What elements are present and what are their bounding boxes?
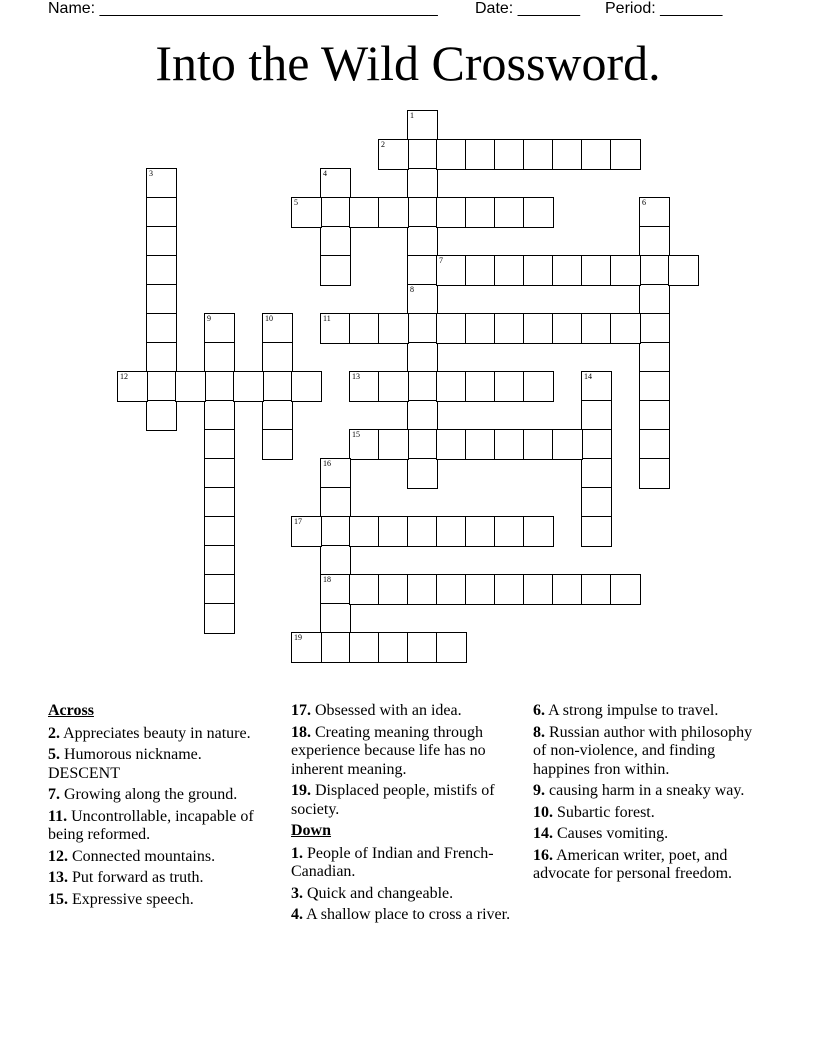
clue-number: 6 bbox=[642, 198, 646, 207]
crossword-cell[interactable] bbox=[407, 197, 438, 228]
crossword-cell[interactable] bbox=[639, 284, 670, 315]
crossword-cell[interactable] bbox=[610, 255, 641, 286]
clue-across-11: 11. Uncontrollable, incapable of being reformed. bbox=[48, 807, 254, 843]
crossword-cell[interactable] bbox=[523, 197, 554, 228]
crossword-cell[interactable] bbox=[378, 197, 409, 228]
crossword-cell[interactable] bbox=[436, 139, 467, 170]
crossword-cell[interactable] bbox=[552, 429, 583, 460]
crossword-cell[interactable] bbox=[320, 197, 351, 228]
crossword-cell[interactable] bbox=[262, 400, 293, 431]
crossword-cell[interactable] bbox=[146, 400, 177, 431]
clue-across-12: 12. Connected mountains. bbox=[48, 847, 216, 865]
crossword-cell[interactable] bbox=[407, 516, 438, 547]
clue-down-9: 9. causing harm in a sneaky way. bbox=[533, 782, 745, 799]
crossword-cell[interactable] bbox=[465, 574, 496, 605]
crossword-cell[interactable] bbox=[552, 574, 583, 605]
crossword-cell[interactable] bbox=[320, 458, 351, 489]
crossword-cell[interactable] bbox=[320, 603, 351, 634]
clue-down-16: 16. American writer, poet, and advocate for personal freedom. bbox=[533, 846, 733, 882]
crossword-cell[interactable] bbox=[494, 139, 525, 170]
crossword-cell[interactable] bbox=[349, 516, 380, 547]
crossword-cell[interactable] bbox=[291, 371, 322, 402]
crossword-cell[interactable] bbox=[581, 487, 612, 518]
crossword-cell[interactable] bbox=[436, 313, 467, 344]
crossword-cell[interactable] bbox=[175, 371, 206, 402]
crossword-cell[interactable] bbox=[523, 139, 554, 170]
crossword-cell[interactable] bbox=[465, 313, 496, 344]
crossword-cell[interactable] bbox=[465, 429, 496, 460]
crossword-cell[interactable] bbox=[233, 371, 264, 402]
page-title: Into the Wild Crossword. bbox=[155, 35, 661, 91]
crossword-cell[interactable] bbox=[291, 632, 322, 663]
crossword-cell[interactable] bbox=[262, 429, 293, 460]
crossword-cell[interactable] bbox=[523, 371, 554, 402]
crossword-cell[interactable] bbox=[494, 574, 525, 605]
crossword-cell[interactable] bbox=[204, 545, 235, 576]
crossword-cell[interactable] bbox=[552, 139, 583, 170]
crossword-cell[interactable] bbox=[436, 429, 467, 460]
crossword-cell[interactable] bbox=[378, 139, 409, 170]
crossword-cell[interactable] bbox=[378, 632, 409, 663]
clue-across-2: 2. Appreciates beauty in nature. bbox=[48, 724, 251, 742]
clue-number: 17 bbox=[294, 517, 302, 526]
crossword-cell[interactable] bbox=[581, 255, 612, 286]
clue-number: 16 bbox=[323, 459, 331, 468]
crossword-cell[interactable] bbox=[378, 574, 409, 605]
crossword-cell[interactable] bbox=[639, 197, 670, 228]
clue-across-18: 18. Creating meaning through experience because life has no inherent meaning. bbox=[291, 723, 486, 778]
crossword-cell[interactable] bbox=[349, 574, 380, 605]
crossword-cell[interactable] bbox=[436, 197, 467, 228]
crossword-cell[interactable] bbox=[494, 371, 525, 402]
crossword-cell[interactable] bbox=[465, 139, 496, 170]
crossword-cell[interactable] bbox=[146, 255, 177, 286]
clue-down-4: 4. A shallow place to cross a river. bbox=[291, 906, 511, 923]
clue-down-8: 8. Russian author with philosophy of non-violence, and finding happines fron within. bbox=[533, 723, 753, 778]
clue-down-1: 1. People of Indian and French-Canadian. bbox=[291, 844, 494, 880]
crossword-cell[interactable] bbox=[523, 429, 554, 460]
clue-across-15: 15. Expressive speech. bbox=[48, 890, 194, 908]
crossword-cell[interactable] bbox=[523, 313, 554, 344]
crossword-cell[interactable] bbox=[523, 574, 554, 605]
crossword-cell[interactable] bbox=[117, 371, 148, 402]
crossword-cell[interactable] bbox=[407, 342, 438, 373]
clue-number: 8 bbox=[410, 285, 414, 294]
clue-number: 7 bbox=[439, 256, 443, 265]
crossword-cell[interactable] bbox=[610, 139, 641, 170]
clue-number: 18 bbox=[323, 575, 331, 584]
crossword-cell[interactable] bbox=[146, 226, 177, 257]
crossword-cell[interactable] bbox=[494, 197, 525, 228]
crossword-cell[interactable] bbox=[204, 429, 235, 460]
crossword-cell[interactable] bbox=[465, 197, 496, 228]
clue-down-10: 10. Subartic forest. bbox=[533, 803, 655, 821]
crossword-cell[interactable] bbox=[204, 574, 235, 605]
down-heading: Down bbox=[291, 822, 332, 839]
clue-across-17: 17. Obsessed with an idea. bbox=[291, 702, 462, 719]
clue-number: 2 bbox=[381, 140, 385, 149]
crossword-cell[interactable] bbox=[407, 371, 438, 402]
crossword-cell[interactable] bbox=[581, 400, 612, 431]
crossword-cell[interactable] bbox=[639, 429, 670, 460]
crossword-cell[interactable] bbox=[146, 284, 177, 315]
date-field[interactable]: Date: _______ bbox=[475, 0, 580, 17]
crossword-cell[interactable] bbox=[378, 313, 409, 344]
crossword-cell[interactable] bbox=[639, 400, 670, 431]
crossword-cell[interactable] bbox=[349, 197, 380, 228]
crossword-cell[interactable] bbox=[320, 313, 351, 344]
crossword-cell[interactable] bbox=[320, 545, 351, 576]
crossword-cell[interactable] bbox=[407, 574, 438, 605]
crossword-cell[interactable] bbox=[581, 429, 612, 460]
crossword-cell[interactable] bbox=[407, 458, 438, 489]
crossword-cell[interactable] bbox=[146, 197, 177, 228]
crossword-cell[interactable] bbox=[407, 139, 438, 170]
clue-number: 4 bbox=[323, 169, 327, 178]
crossword-cell[interactable] bbox=[146, 371, 177, 402]
crossword-cell[interactable] bbox=[581, 371, 612, 402]
crossword-cell[interactable] bbox=[610, 574, 641, 605]
clue-number: 5 bbox=[294, 198, 298, 207]
clue-number: 15 bbox=[352, 430, 360, 439]
crossword-cell[interactable] bbox=[320, 255, 351, 286]
clue-number: 10 bbox=[265, 314, 273, 323]
crossword-cell[interactable] bbox=[407, 255, 438, 286]
clue-across-13: 13. Put forward as truth. bbox=[48, 869, 204, 886]
crossword-cell[interactable] bbox=[494, 429, 525, 460]
crossword-cell[interactable] bbox=[552, 313, 583, 344]
crossword-cell[interactable] bbox=[494, 313, 525, 344]
crossword-cell[interactable] bbox=[407, 632, 438, 663]
crossword-cell[interactable] bbox=[407, 284, 438, 315]
crossword-cell[interactable] bbox=[349, 632, 380, 663]
crossword-cell[interactable] bbox=[320, 516, 351, 547]
clues-column-1 bbox=[48, 702, 276, 912]
clues-column-3 bbox=[533, 702, 761, 887]
crossword-cell[interactable] bbox=[146, 168, 177, 199]
clue-across-5: 5. Humorous nickname. DESCENT bbox=[48, 746, 202, 782]
crossword-cell[interactable] bbox=[407, 313, 438, 344]
clue-across-7: 7. Growing along the ground. bbox=[48, 786, 238, 803]
crossword-cell[interactable] bbox=[349, 313, 380, 344]
crossword-cell[interactable] bbox=[204, 313, 235, 344]
crossword-cell[interactable] bbox=[581, 139, 612, 170]
crossword-cell[interactable] bbox=[204, 603, 235, 634]
crossword-cell[interactable] bbox=[262, 371, 293, 402]
clue-down-14: 14. Causes vomiting. bbox=[533, 825, 669, 842]
crossword-cell[interactable] bbox=[146, 342, 177, 373]
crossword-cell[interactable] bbox=[639, 371, 670, 402]
clue-down-3: 3. Quick and changeable. bbox=[291, 884, 454, 902]
crossword-cell[interactable] bbox=[378, 429, 409, 460]
crossword-cell[interactable] bbox=[668, 255, 699, 286]
clue-number: 11 bbox=[323, 314, 331, 323]
crossword-cell[interactable] bbox=[407, 226, 438, 257]
crossword-cell[interactable] bbox=[204, 400, 235, 431]
crossword-cell[interactable] bbox=[349, 429, 380, 460]
crossword-cell[interactable] bbox=[639, 458, 670, 489]
clue-number: 13 bbox=[352, 372, 360, 381]
crossword-cell[interactable] bbox=[639, 313, 670, 344]
crossword-cell[interactable] bbox=[378, 516, 409, 547]
crossword-cell[interactable] bbox=[465, 516, 496, 547]
crossword-cell[interactable] bbox=[349, 371, 380, 402]
clue-number: 3 bbox=[149, 169, 153, 178]
crossword-cell[interactable] bbox=[523, 516, 554, 547]
crossword-cell[interactable] bbox=[436, 255, 467, 286]
crossword-cell[interactable] bbox=[320, 168, 351, 199]
crossword-cell[interactable] bbox=[146, 313, 177, 344]
crossword-cell[interactable] bbox=[639, 255, 670, 286]
crossword-cell[interactable] bbox=[436, 574, 467, 605]
crossword-cell[interactable] bbox=[204, 342, 235, 373]
crossword-cell[interactable] bbox=[407, 429, 438, 460]
clue-number: 14 bbox=[584, 372, 592, 381]
crossword-cell[interactable] bbox=[465, 255, 496, 286]
crossword-cell[interactable] bbox=[436, 371, 467, 402]
clue-across-19: 19. Displaced people, mistifs of society. bbox=[291, 782, 495, 818]
crossword-cell[interactable] bbox=[407, 400, 438, 431]
clue-number: 1 bbox=[410, 111, 414, 120]
clue-number: 19 bbox=[294, 633, 302, 642]
clue-down-6: 6. A strong impulse to travel. bbox=[533, 702, 719, 719]
crossword-cell[interactable] bbox=[581, 313, 612, 344]
crossword-cell[interactable] bbox=[581, 458, 612, 489]
clues-column-2 bbox=[291, 702, 519, 928]
across-heading: Across bbox=[48, 702, 94, 719]
crossword-cell[interactable] bbox=[320, 226, 351, 257]
crossword-cell[interactable] bbox=[494, 516, 525, 547]
crossword-cell[interactable] bbox=[639, 342, 670, 373]
crossword-cell[interactable] bbox=[291, 197, 322, 228]
crossword-cell[interactable] bbox=[581, 574, 612, 605]
crossword-cell[interactable] bbox=[610, 313, 641, 344]
crossword-cell[interactable] bbox=[320, 574, 351, 605]
crossword-cell[interactable] bbox=[204, 487, 235, 518]
crossword-cell[interactable] bbox=[262, 313, 293, 344]
crossword-cell[interactable] bbox=[378, 371, 409, 402]
crossword-cell[interactable] bbox=[407, 110, 438, 141]
crossword-cell[interactable] bbox=[436, 516, 467, 547]
crossword-cell[interactable] bbox=[204, 458, 235, 489]
period-field[interactable]: Period: _______ bbox=[605, 0, 723, 17]
crossword-cell[interactable] bbox=[204, 516, 235, 547]
clue-number: 9 bbox=[207, 314, 211, 323]
crossword-cell[interactable] bbox=[262, 342, 293, 373]
crossword-cell[interactable] bbox=[639, 226, 670, 257]
crossword-cell[interactable] bbox=[204, 371, 235, 402]
crossword-cell[interactable] bbox=[320, 632, 351, 663]
crossword-cell[interactable] bbox=[320, 487, 351, 518]
crossword-cell[interactable] bbox=[465, 371, 496, 402]
crossword-cell[interactable] bbox=[291, 516, 322, 547]
crossword-cell[interactable] bbox=[523, 255, 554, 286]
clue-number: 12 bbox=[120, 372, 128, 381]
crossword-cell[interactable] bbox=[552, 255, 583, 286]
crossword-cell[interactable] bbox=[581, 516, 612, 547]
crossword-cell[interactable] bbox=[436, 632, 467, 663]
crossword-cell[interactable] bbox=[407, 168, 438, 199]
crossword-cell[interactable] bbox=[494, 255, 525, 286]
name-field[interactable]: Name: ______________________________________ bbox=[48, 0, 438, 17]
